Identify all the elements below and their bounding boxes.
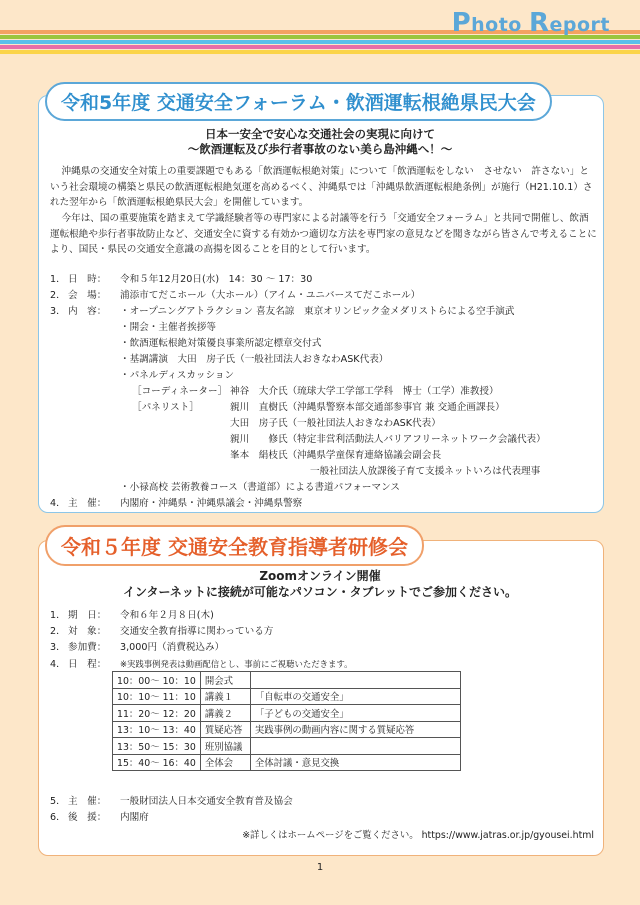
schedule-session: 講義１: [200, 688, 250, 705]
schedule-topic: 全体討議・意見交換: [250, 754, 460, 771]
schedule-topic: [250, 672, 460, 689]
detail-row: 1． 日 時： 令和５年12月20日(水) 14：30 ～ 17：30: [50, 274, 313, 285]
photo-report-heading: Photo Report: [451, 8, 610, 38]
detail-row: 2． 対 象： 交通安全教育指導に関わっている方: [50, 626, 274, 637]
panel-row: ［コーディネーター］ 神谷 大介氏（琉球大学工学部工学科 博士（工学）准教授）: [132, 386, 499, 397]
content-line: ・小禄高校 芸術教養コース（書道部）による書道パフォーマンス: [120, 482, 401, 493]
website-note: ※詳しくはホームページをご覧ください。 https://www.jatras.or.jp/gyousei.html: [242, 830, 594, 841]
table-row: [113, 738, 461, 755]
training-title: 令和５年度 交通安全教育指導者研修会: [45, 525, 424, 566]
forum-subtitle: 日本一安全で安心な交通社会の実現に向けて: [205, 127, 435, 141]
schedule-topic: 「自転車の交通安全」: [250, 688, 460, 705]
forum-paragraph-1: 沖縄県の交通安全対策上の重要課題でもある「飲酒運転根絶対策」について「飲酒運転をしない させない 許さない」という社会環境の構築と県民の飲酒運転根絶気運を高めるべく、沖縄県では「沖縄県飲酒運転根絶条例」が施行（H21.10.1）された翌年から「飲酒運転根絶県民大会」を開催しています。: [50, 166, 593, 208]
training-details: [50, 608, 352, 672]
schedule-session: 班別協議: [200, 738, 250, 755]
stripe: [0, 40, 640, 44]
schedule-table: [112, 671, 461, 771]
training-details-bottom: [50, 794, 293, 826]
table-row: [113, 754, 461, 771]
detail-row: 4． 日 程： ※実践事例発表は動画配信とし、事前にご視聴いただきます。: [50, 659, 353, 670]
schedule-topic: 実践事例の動画内容に関する質疑応答: [250, 721, 460, 738]
detail-row: 5． 主 催： 一般財団法人日本交通安全教育普及協会: [50, 796, 293, 807]
content-line: ・飲酒運転根絶対策優良事業所認定標章交付式: [120, 338, 322, 349]
schedule-session: 開会式: [200, 672, 250, 689]
schedule-time: 13：10～ 13：40: [113, 721, 201, 738]
table-row: [113, 672, 461, 689]
schedule-time: 11：20～ 12：20: [113, 705, 201, 722]
stripe: [0, 45, 640, 49]
detail-row: 4． 主 催： 内閣府・沖縄県・沖縄県議会・沖縄県警察: [50, 498, 303, 509]
forum-paragraph-2: 今年は、国の重要施策を踏まえて学識経験者等の専門家による討議等を行う「交通安全フォーラム」と共同で開催し、飲酒運転根絶や歩行者事故防止など、交通安全に資する有効かつ適切な方法を専門家の意見などを聞きながら皆さんで考えることにより、国民・県民の交通安全意識の高揚を図ることを目的として行います。: [50, 213, 597, 255]
panel-row: ［パネリスト］ 親川 直樹氏（沖縄県警察本部交通部参事官 兼 交通企画課長）: [132, 402, 505, 413]
detail-row: 3． 内 容： ・オープニングアトラクション 喜友名諒 東京オリンピック金メダリストらによる空手演武: [50, 306, 515, 317]
schedule-time: 15：40～ 16：40: [113, 754, 201, 771]
detail-row: 3． 参加費： 3,000円（消費税込み）: [50, 642, 225, 653]
table-row: [113, 705, 461, 722]
content-line: ・基調講演 大田 房子氏（一般社団法人おきなわASK代表）: [120, 354, 389, 365]
table-row: [113, 688, 461, 705]
content-line: ・開会・主催者挨拶等: [120, 322, 216, 333]
schedule-time: 10：00～ 10：10: [113, 672, 201, 689]
panel-row-continued: 一般社団法人放課後子育て支援ネットいろは代表理事: [310, 466, 541, 477]
table-row: [113, 721, 461, 738]
schedule-session: 講義２: [200, 705, 250, 722]
schedule-session: 全体会: [200, 754, 250, 771]
forum-title: 令和5年度 交通安全フォーラム・飲酒運転根絶県民大会: [45, 82, 552, 121]
page-number: 1: [316, 862, 324, 873]
schedule-time: 13：50～ 15：30: [113, 738, 201, 755]
training-subtitle: Zoomオンライン開催: [259, 569, 381, 583]
schedule-topic: [250, 738, 460, 755]
detail-row: 6． 後 援： 内閣府: [50, 812, 149, 823]
schedule-session: 質疑応答: [200, 721, 250, 738]
forum-details: [50, 272, 546, 512]
detail-row: 2． 会 場： 浦添市てだこホール（大ホール）（アイム・ユニバースてだこホール）: [50, 290, 421, 301]
forum-subtitle-2: ～飲酒運転及び歩行者事故のない美ら島沖縄へ！～: [187, 142, 453, 156]
content-line: ・パネルディスカッション: [120, 370, 235, 381]
panel-row: 親川 修氏（特定非営利活動法人バリアフリーネットワーク会議代表）: [230, 434, 546, 445]
stripe: [0, 50, 640, 54]
schedule-topic: 「子どもの交通安全」: [250, 705, 460, 722]
detail-row: 1． 期 日： 令和６年２月８日(木): [50, 610, 214, 621]
training-subtitle-2: インターネットに接続が可能なパソコン・タブレットでご参加ください。: [122, 585, 518, 599]
schedule-time: 10：10～ 11：10: [113, 688, 201, 705]
panel-row: 峯本 絹枝氏（沖縄県学童保育連絡協議会副会長: [230, 450, 442, 461]
panel-row: 大田 房子氏（一般社団法人おきなわASK代表）: [230, 418, 441, 429]
